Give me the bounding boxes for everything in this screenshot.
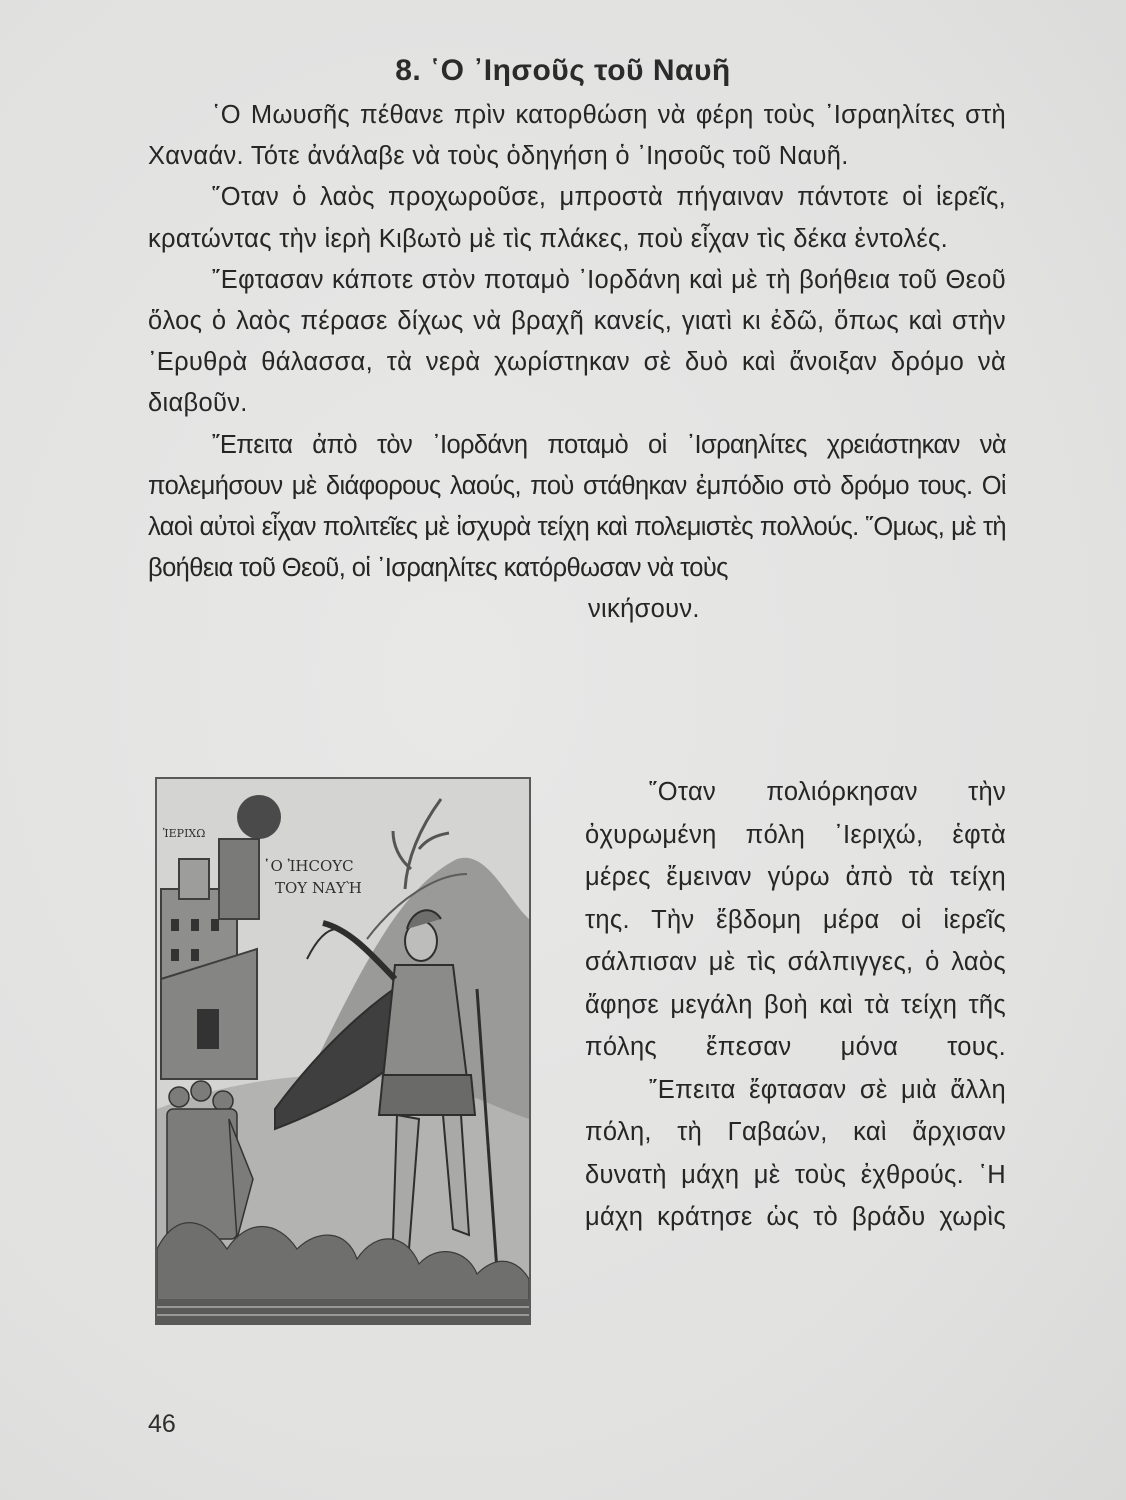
side-text bbox=[585, 771, 1006, 1239]
sun bbox=[237, 795, 281, 839]
icon-city-label: ἹΕΡΙΧΩ bbox=[163, 827, 206, 840]
icon-inscription-line1: ῾Ο ἸΗϹΟΥϹ bbox=[263, 857, 354, 875]
paragraph-1: ῾Ο Μωυσῆς πέθανε πρὶν κατορθώση νὰ φέρη τοὺς ᾿Ισραηλίτες στὴ Χαναάν. Τότε ἀνάλαβε νὰ τοὺς ὁδηγήση ὁ ᾿Ιησοῦς τοῦ Ναυῆ. bbox=[148, 101, 1006, 171]
paragraph-2: ῞Οταν ὁ λαὸς προχωροῦσε, μπροστὰ πήγαιναν πάντοτε οἱ ἱερεῖς, κρατώντας τὴν ἱερὴ Κιβωτὸ μὲ τὶς πλάκες, ποὺ εἶχαν τὶς δέκα ἐντολές. bbox=[148, 183, 1006, 253]
paragraph-4-closing: νικήσουν. bbox=[588, 595, 700, 624]
icon-drawing bbox=[157, 779, 529, 1323]
paragraph-4: ῎Επειτα ἀπὸ τὸν ᾿Ιορδάνη ποταμὸ οἱ ᾿Ισραηλίτες χρειάστηκαν νὰ πολεμήσουν μὲ διάφορους λαούς, ποὺ στάθηκαν ἐμπόδιο στὸ δρόμο τους. Οἱ λαοὶ αὐτοὶ εἶχαν πολιτεῖες μὲ ἰσχυρὰ τείχη καὶ πολεμιστὲς πολλούς. ῞Ομως, μὲ τὴ βοήθεια τοῦ Θεοῦ, οἱ ᾿Ισραηλίτες κατόρθωσαν νὰ τοὺς bbox=[148, 430, 1006, 583]
chapter-title: 8. ῾Ο ᾿Ιησοῦς τοῦ Ναυῆ bbox=[395, 54, 731, 88]
joshua-icon-illustration bbox=[155, 777, 531, 1325]
icon-inscription-line2: ΤΟΥ ΝΑΥῊ bbox=[275, 879, 362, 897]
side-paragraph-1: ῞Οταν πολιόρκησαν τὴν ὀχυρωμένη πόλη ᾿Ιεριχώ, ἑφτὰ μέρες ἔμειναν γύρω ἀπὸ τὰ τείχη της. Τὴν ἔβδομη μέρα οἱ ἱερεῖς σάλπισαν μὲ τὶς σάλπιγγες, ὁ λαὸς ἄφησε μεγάλη βοὴ καὶ τὰ τείχη τῆς πόλης ἔπεσαν μόνα τους. bbox=[585, 778, 1006, 1061]
page-number: 46 bbox=[148, 1410, 176, 1438]
main-text bbox=[148, 95, 1006, 631]
side-paragraph-2: ῎Επειτα ἔφτασαν σὲ μιὰ ἄλλη πόλη, τὴ Γαβαών, καὶ ἄρχισαν δυνατὴ μάχη μὲ τοὺς ἐχθρούς. ῾Η μάχη κράτησε ὡς τὸ βράδυ χωρὶς bbox=[585, 1075, 1006, 1231]
paragraph-3: ῎Εφτασαν κάποτε στὸν ποταμὸ ᾿Ιορδάνη καὶ μὲ τὴ βοήθεια τοῦ Θεοῦ ὅλος ὁ λαὸς πέρασε δίχως νὰ βραχῆ κανείς, γιατὶ κι ἐδῶ, ὅπως καὶ στὴν ᾿Ερυθρὰ θάλασσα, τὰ νερὰ χωρίστηκαν σὲ δυὸ καὶ ἄνοιξαν δρόμο νὰ διαβοῦν. bbox=[148, 265, 1006, 418]
